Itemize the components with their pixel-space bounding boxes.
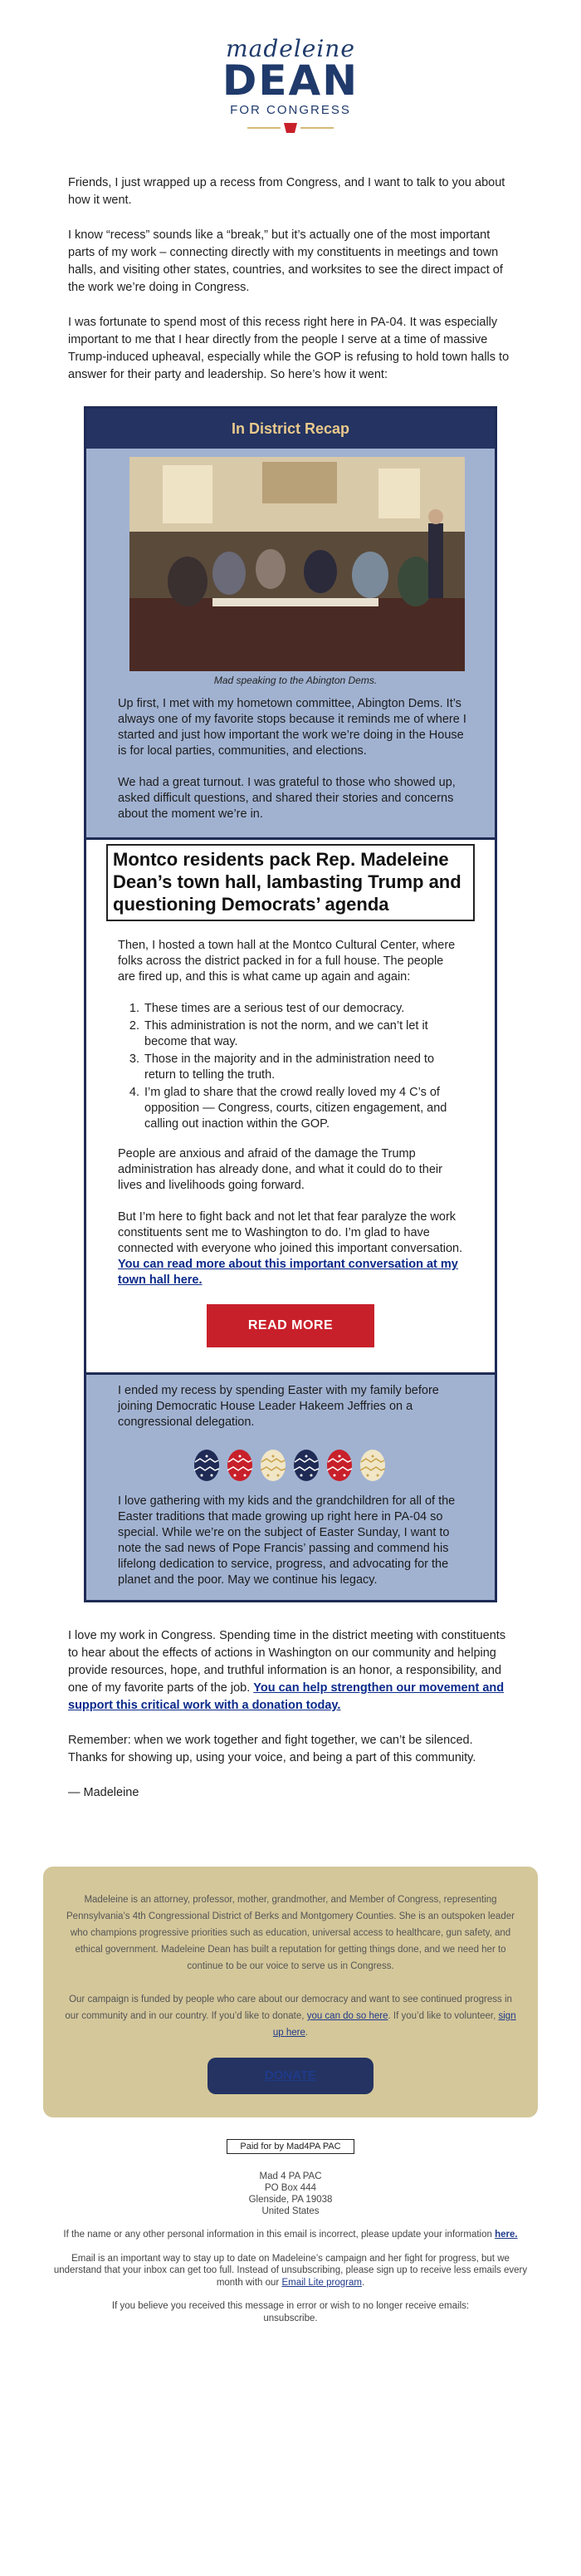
- funding-text-c: .: [305, 2028, 309, 2038]
- email-lite-note: [51, 2253, 530, 2289]
- easter-eggs-graphic: [106, 1445, 473, 1482]
- keystone-icon: [247, 122, 334, 134]
- easter-egg-icon: [193, 1445, 221, 1482]
- town-hall-section: [86, 837, 495, 1375]
- abington-paragraph-1: Up first, I met with my hometown committee, Abington Dems. It’s always one of my favorite stops because it reminds me of where I started and just how important the work we’re doing in the House is for local parties, communities, and elections.: [118, 697, 466, 758]
- outro-paragraph-1: [68, 1627, 513, 1715]
- town-hall-article-link[interactable]: You can read more about this important conversation at my town hall here.: [118, 1258, 458, 1287]
- town-hall-paragraph-2: People are anxious and afraid of the damage the Trump administration has already done, and what it could do to their lives and livelihoods going forward.: [118, 1147, 442, 1192]
- town-hall-paragraph-3-text: But I’m here to fight back and not let that fear paralyze the work constituents sent me to Washington to do. I’m glad to have connected with everyone who joined this important conversation.: [118, 1210, 463, 1255]
- logo-tagline: FOR CONGRESS: [230, 103, 351, 117]
- address-line: Mad 4 PA PAC: [259, 2171, 322, 2181]
- address-line: Glenside, PA 19038: [248, 2195, 333, 2205]
- recap-abington-section: [86, 449, 495, 837]
- read-more-button[interactable]: READ MORE: [207, 1304, 374, 1347]
- address-line: PO Box 444: [264, 2183, 316, 2193]
- email-lite-text: Email is an important way to stay up to date on Madeleine’s campaign and her fight for progress, but we understand that your inbox can get too full. Instead of unsubscribing, please sign up to receive less emails every month with our: [53, 2253, 528, 2288]
- campaign-logo[interactable]: [0, 0, 581, 141]
- funding-text-a: Our campaign is funded by people who care about our democracy and want to see continued progress in our community and in our country. If you’d like to donate,: [65, 1995, 512, 2021]
- abington-dems-photo: [129, 457, 465, 671]
- donate-button[interactable]: DONATE: [208, 2058, 374, 2094]
- unsubscribe-note: [51, 2300, 530, 2324]
- outro-section: [0, 1602, 581, 1802]
- easter-egg-icon: [325, 1445, 354, 1482]
- unsubscribe-link[interactable]: unsubscribe.: [263, 2313, 318, 2323]
- easter-paragraph-1: I ended my recess by spending Easter with my family before joining Democratic House Leader Hakeem Jeffries on a congressional delegation.: [118, 1384, 439, 1429]
- candidate-bio: Madeleine is an attorney, professor, mother, grandmother, and Member of Congress, representing Pennsylvania’s 4th Congressional District of Berks and Montgomery Counties. She is an outspoken leader who champions progressive priorities such as education, universal access to healthcare, gun safety, and ethical government. Madeleine Dean has built a reputation for getting things done, and we need her to continue to be our voice to serve us in Congress.: [66, 1895, 515, 1971]
- funding-note: [63, 1991, 518, 2041]
- town-hall-paragraph-3: [118, 1209, 463, 1288]
- address-line: United States: [261, 2206, 320, 2216]
- recap-header: In District Recap: [86, 409, 495, 449]
- outro-paragraph-2: Remember: when we work together and fight together, we can’t be silenced. Thanks for showing up, using your voice, and being a part of this community.: [68, 1734, 476, 1764]
- logo-last-name: DEAN: [222, 56, 359, 105]
- easter-egg-icon: [292, 1445, 320, 1482]
- intro-paragraph-3: I was fortunate to spend most of this recess right here in PA-04. It was especially important to me that I hear directly from the people I serve at a time of massive Trump-induced upheaval, especially while the GOP is refusing to hold town halls to answer for their party and leadership. So here’s how it went:: [68, 316, 510, 381]
- recap-easter-section: [86, 1375, 495, 1600]
- list-item: 3. Those in the majority and in the administration need to return to telling the truth.: [143, 1052, 463, 1083]
- unsubscribe-text: If you believe you received this message in error or wish to no longer receive emails:: [111, 2301, 470, 2311]
- email-lite-text-end: .: [361, 2277, 365, 2288]
- recap-box: [84, 406, 497, 1602]
- logo-first-name: madeleine: [226, 35, 355, 62]
- intro-paragraph-2: I know “recess” sounds like a “break,” but it’s actually one of the most important parts of my work – connecting directly with my constituents in meetings and town halls, and visiting other states, countries, and worksites to see the direct impact of the work we’re doing in Congress.: [68, 228, 503, 294]
- donate-here-link[interactable]: you can do so here: [306, 2011, 388, 2021]
- donate-link[interactable]: You can help strengthen our movement and support this critical work with a donation today.: [68, 1681, 505, 1712]
- easter-egg-icon: [259, 1445, 287, 1482]
- town-hall-list: [118, 1001, 463, 1132]
- town-hall-paragraph-1: Then, I hosted a town hall at the Montco Cultural Center, where folks across the district packed in for a full house. The people are fired up, and this is what came up again and again:: [118, 939, 456, 984]
- town-hall-headline: Montco residents pack Rep. Madeleine Dean’s town hall, lambasting Trump and questioning Democrats’ agenda: [106, 844, 475, 921]
- easter-paragraph-2: I love gathering with my kids and the grandchildren for all of the Easter traditions that made growing up right here in PA-04 so special. While we’re on the subject of Easter Sunday, I want to note the sad news of Pope Francis’ passing and commend his lifelong dedication to service, progress, and advocating for the planet and the poor. May we continue his legacy.: [118, 1494, 456, 1587]
- list-item: 4. I’m glad to share that the crowd really loved my 4 C’s of opposition — Congress, courts, citizen engagement, and calling out inaction within the GOP.: [143, 1085, 463, 1132]
- easter-egg-icon: [226, 1445, 254, 1482]
- email-lite-link[interactable]: Email Lite program: [281, 2277, 362, 2288]
- list-item: 1. These times are a serious test of our democracy.: [143, 1001, 463, 1017]
- intro-section: [0, 141, 581, 384]
- signoff: — Madeleine: [68, 1786, 139, 1799]
- easter-egg-icon: [359, 1445, 387, 1482]
- paid-for-disclaimer: Paid for by Mad4PA PAC: [227, 2139, 354, 2154]
- update-info-link[interactable]: here.: [495, 2230, 518, 2240]
- funding-text-b: . If you’d like to volunteer,: [388, 2011, 496, 2021]
- footer-donate-box: [43, 1867, 538, 2117]
- abington-paragraph-2: We had a great turnout. I was grateful to those who showed up, asked difficult questions, and shared their stories and concerns about the moment we’re in.: [118, 776, 456, 821]
- list-item: 2. This administration is not the norm, and we can’t let it become that way.: [143, 1018, 463, 1050]
- photo-caption: Mad speaking to the Abington Dems.: [213, 675, 378, 686]
- update-info-text: If the name or any other personal information in this email is incorrect, please update your information: [63, 2230, 492, 2240]
- volunteer-link[interactable]: sign up here: [272, 2011, 516, 2038]
- outro-paragraph-1-text: I love my work in Congress. Spending time in the district meeting with constituents to hear about the effects of actions in Washington on our community and helping provide resources, hope, and truthful information is an honor, a responsibility, and one of my favorite parts of the job.: [68, 1629, 506, 1695]
- intro-paragraph-1: Friends, I just wrapped up a recess from Congress, and I want to talk to you about how it went.: [68, 176, 505, 207]
- mailing-address: [0, 2171, 581, 2217]
- update-info-note: [51, 2229, 530, 2241]
